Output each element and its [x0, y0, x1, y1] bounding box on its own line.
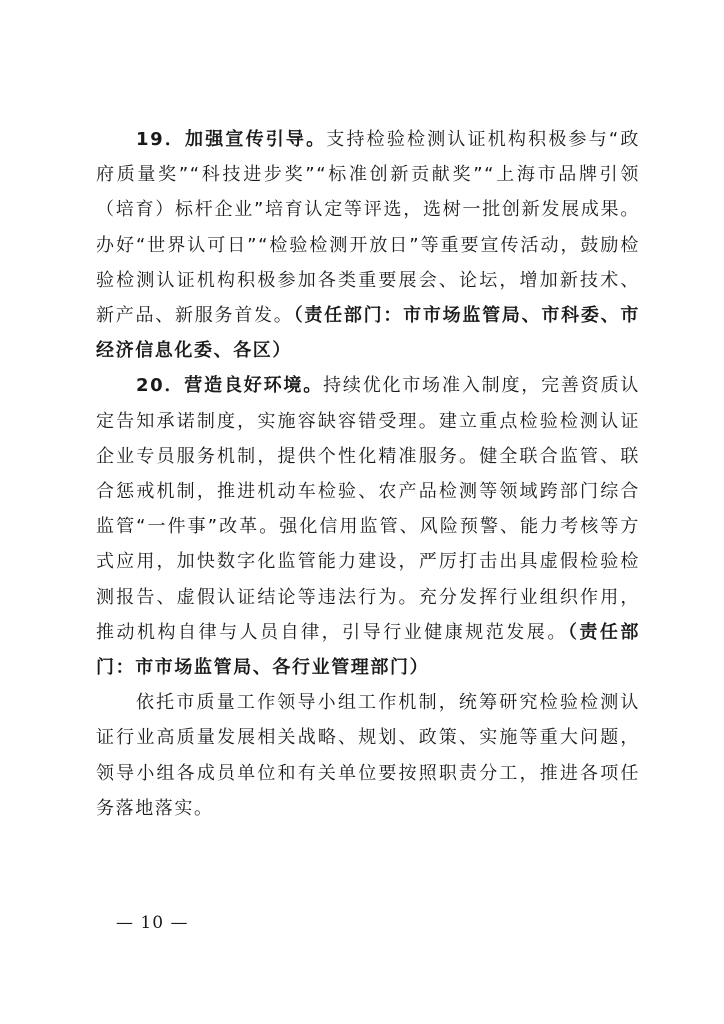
paragraph-19	[96, 122, 640, 368]
responsibility-note: （责任部门：市市场监管局、市科委、市经济信息化委、各区）	[96, 305, 640, 362]
item-number: 20．	[136, 375, 185, 397]
paragraph-body: 支持检验检测认证机构积极参与“政府质量奖”“科技进步奖”“标准创新贡献奖”“上海市品牌引领（培育）标杆企业”培育认定等评选，选树一批创新发展成果。办好“世界认可日”“检验检测开放日”等重要宣传活动，鼓励检验检测认证机构积极参加各类重要展会、论坛，增加新技术、新产品、新服务首发。	[96, 129, 640, 327]
item-number: 19．	[136, 129, 186, 150]
page-number: — 10 —	[116, 913, 189, 933]
responsibility-note: （责任部门：市市场监管局、各行业管理部门）	[96, 621, 640, 679]
item-heading: 加强宣传引导。	[185, 129, 327, 150]
paragraph-20	[96, 368, 640, 685]
paragraph-body: 持续优化市场准入制度，完善资质认定告知承诺制度，实施容缺容错受理。建立重点检验检测认证企业专员服务机制，提供个性化精准服务。健全联合监管、联合惩戒机制，推进机动车检验、农产品检测等领域跨部门综合监管“一件事”改革。强化信用监管、风险预警、能力考核等方式应用，加快数字化监管能力建设，严厉打击出具虚假检验检测报告、虚假认证结论等违法行为。充分发挥行业组织作用，推动机构自律与人员自律，引导行业健康规范发展。	[96, 375, 640, 643]
item-heading: 营造良好环境。	[184, 375, 324, 397]
closing-paragraph: 依托市质量工作领导小组工作机制，统筹研究检验检测认证行业高质量发展相关战略、规划、政策、实施等重大问题，领导小组各成员单位和有关单位要按照职责分工，推进各项任务落地落实。	[96, 692, 640, 819]
body-text	[96, 122, 640, 826]
